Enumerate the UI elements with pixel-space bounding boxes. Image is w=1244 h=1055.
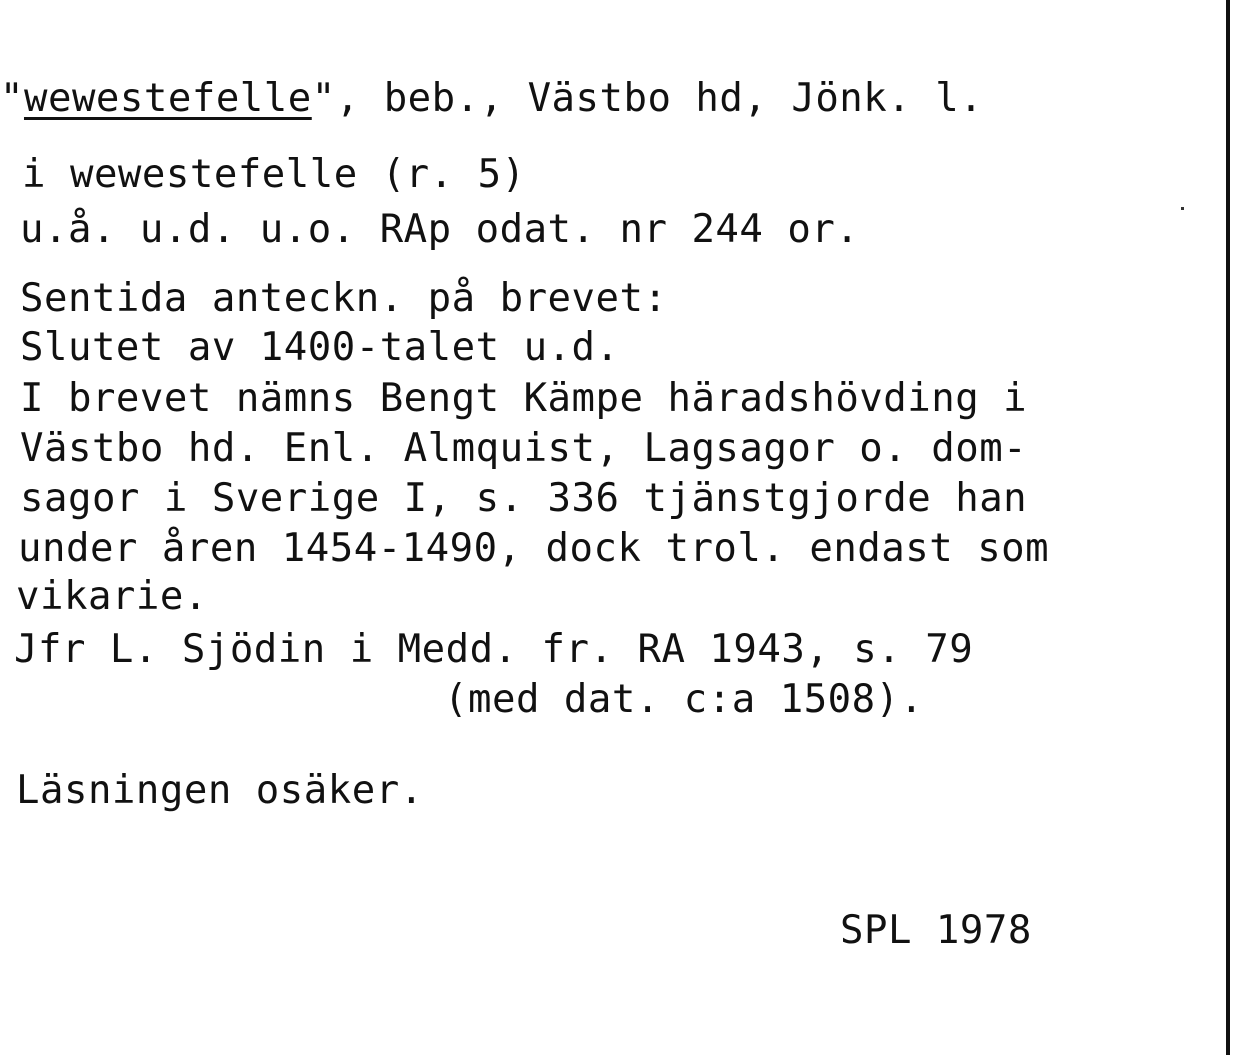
note-line: (med dat. c:a 1508). bbox=[444, 677, 924, 722]
heading-description: ", beb., Västbo hd, Jönk. l. bbox=[311, 76, 984, 121]
card-heading bbox=[0, 76, 983, 122]
note-line: under åren 1454-1490, dock trol. endast som bbox=[18, 526, 1050, 571]
note-line: I brevet nämns Bengt Kämpe häradshövding i bbox=[20, 376, 1028, 421]
remark: Läsningen osäker. bbox=[16, 768, 424, 813]
note-line: Slutet av 1400-talet u.d. bbox=[20, 325, 620, 370]
note-line: vikarie. bbox=[16, 574, 208, 619]
note-line: Sentida anteckn. på brevet: bbox=[20, 276, 668, 321]
source-line-2: u.å. u.d. u.o. RAp odat. nr 244 or. bbox=[20, 207, 860, 252]
heading-open-quote: " bbox=[0, 76, 24, 121]
headword: wewestefelle bbox=[23, 76, 312, 121]
source-line-1: i wewestefelle (r. 5) bbox=[22, 152, 526, 197]
note-line: Jfr L. Sjödin i Medd. fr. RA 1943, s. 79 bbox=[14, 627, 974, 672]
signature: SPL 1978 bbox=[840, 908, 1032, 953]
speck bbox=[1181, 207, 1184, 210]
note-line: sagor i Sverige I, s. 336 tjänstgjorde han bbox=[20, 476, 1028, 521]
note-line: Västbo hd. Enl. Almquist, Lagsagor o. dom- bbox=[20, 426, 1028, 471]
card-edge-divider bbox=[1226, 0, 1230, 1055]
